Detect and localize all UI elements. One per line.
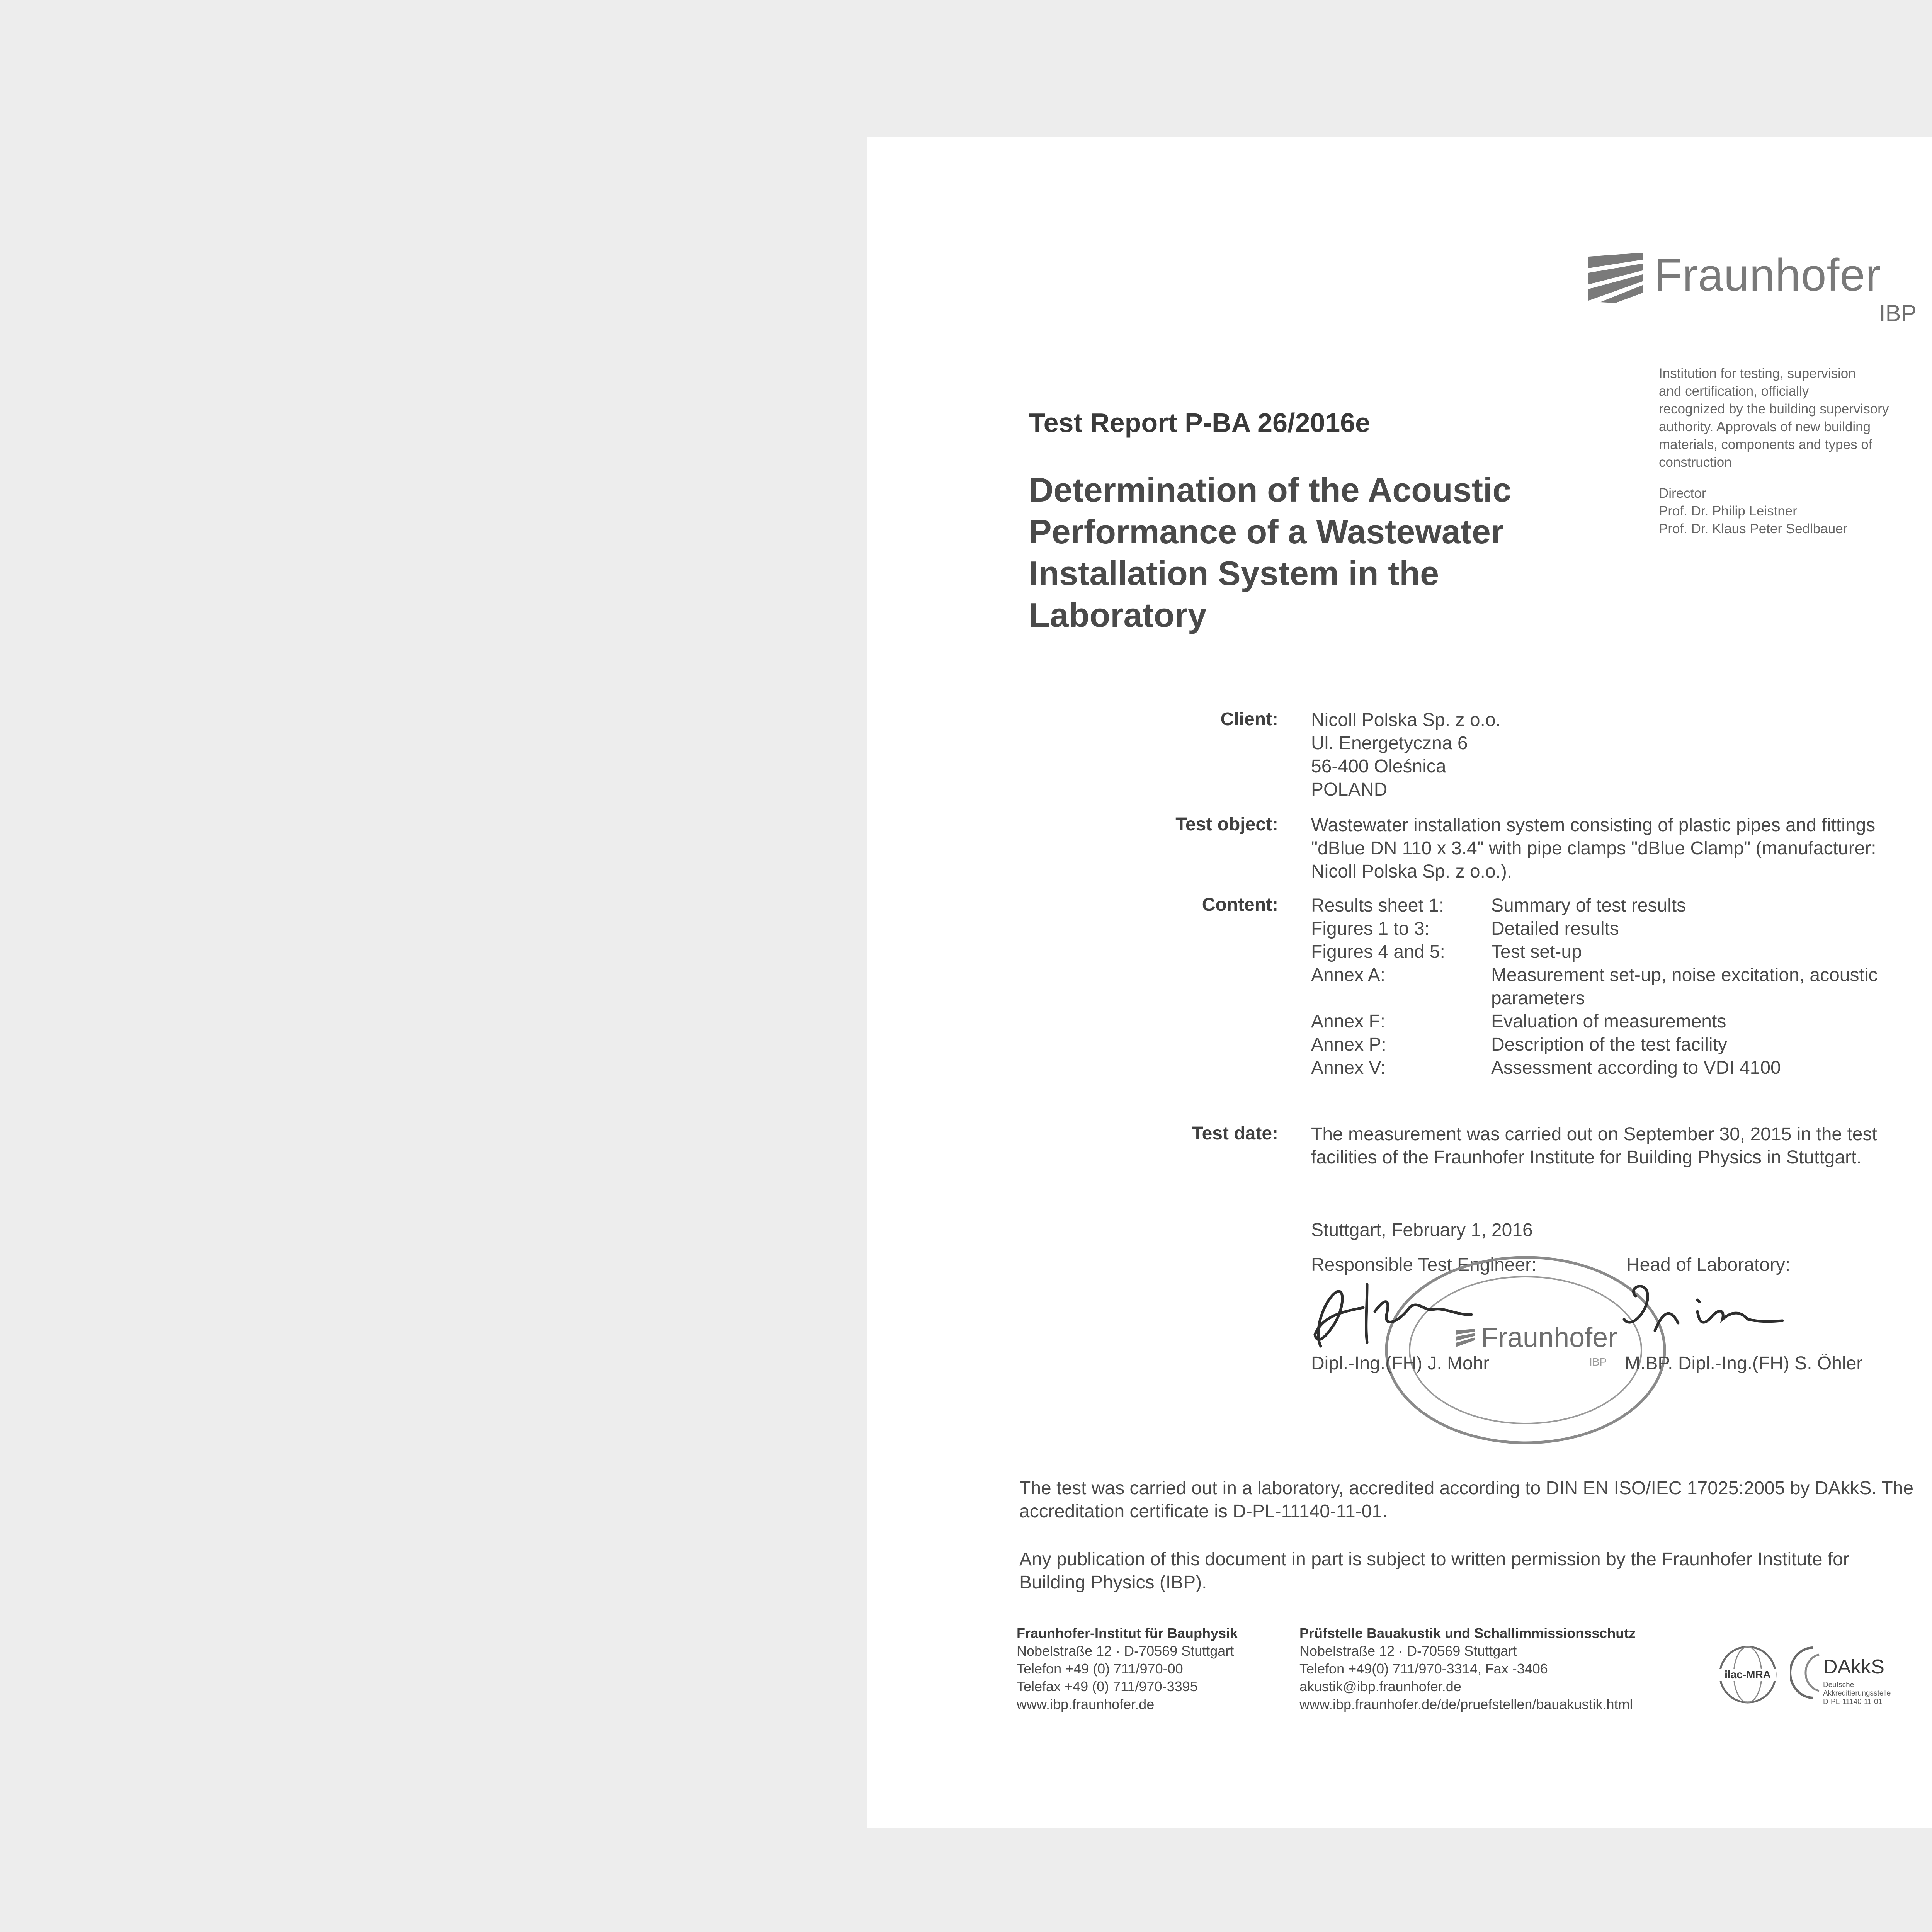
institute-address xyxy=(1017,1624,1238,1713)
title-line: Performance of a Wastewater xyxy=(1029,512,1504,551)
accreditation-note xyxy=(1019,1477,1927,1523)
place-date: Stuttgart, February 1, 2016 xyxy=(1311,1220,1533,1240)
director-name: Prof. Dr. Klaus Peter Sedlbauer xyxy=(1659,521,1848,536)
institution-line: construction xyxy=(1659,455,1732,470)
institution-line: and certification, officially xyxy=(1659,384,1809,399)
title-line: Laboratory xyxy=(1029,596,1207,634)
dakks-label: DAkkS xyxy=(1823,1656,1884,1678)
test-object-line: Wastewater installation system consisting of plastic pipes and fittings xyxy=(1311,815,1876,835)
lab-address-title: Prüfstelle Bauakustik und Schallimmissionsschutz xyxy=(1299,1625,1636,1641)
logo-sub: IBP xyxy=(1879,300,1917,326)
report-title xyxy=(1029,469,1609,636)
dakks-sub-line: Akkreditierungsstelle xyxy=(1823,1689,1891,1697)
institute-address-line: Telefon +49 (0) 711/970-00 xyxy=(1017,1661,1183,1677)
dakks-sub-line: Deutsche xyxy=(1823,1681,1854,1689)
ilac-label: ilac-MRA xyxy=(1725,1668,1771,1680)
client-address xyxy=(1311,709,1501,801)
test-date-line: The measurement was carried out on September 30, 2015 in the test xyxy=(1311,1124,1877,1145)
client-line: Nicoll Polska Sp. z o.o. xyxy=(1311,710,1501,730)
content-desc: Summary of test results xyxy=(1491,895,1686,916)
lab-email[interactable]: akustik@ibp.fraunhofer.de xyxy=(1299,1679,1461,1694)
title-line: Installation System in the xyxy=(1029,554,1439,592)
content-desc: Measurement set-up, noise excitation, acoustic parameters xyxy=(1491,965,1878,1009)
content-label: Content: xyxy=(1202,895,1278,915)
publication-line: Any publication of this document in part is subject to written permission by the Fraunhofer Institute for xyxy=(1019,1549,1849,1570)
accreditation-line: accreditation certificate is D-PL-11140-11-01. xyxy=(1019,1501,1388,1522)
content-item: Annex F: xyxy=(1311,1011,1386,1032)
report-number: Test Report P-BA 26/2016e xyxy=(1029,408,1371,438)
svg-text:IBP: IBP xyxy=(1589,1356,1607,1368)
content-item: Figures 4 and 5: xyxy=(1311,942,1445,962)
institute-address-title: Fraunhofer-Institut für Bauphysik xyxy=(1017,1625,1238,1641)
fraunhofer-logo-icon xyxy=(1588,253,1646,307)
lab-website[interactable]: www.ibp.fraunhofer.de/de/pruefstellen/bauakustik.html xyxy=(1299,1696,1633,1712)
content-item: Figures 1 to 3: xyxy=(1311,918,1430,939)
left-signer-role: Responsible Test Engineer: xyxy=(1311,1255,1537,1275)
institute-address-line: Telefax +49 (0) 711/970-3395 xyxy=(1017,1679,1198,1694)
institution-line: Institution for testing, supervision xyxy=(1659,366,1856,381)
client-line: Ul. Energetyczna 6 xyxy=(1311,733,1468,753)
content-item: Results sheet 1: xyxy=(1311,895,1444,916)
institute-address-line: Nobelstraße 12 · D-70569 Stuttgart xyxy=(1017,1643,1234,1659)
content-desc: Detailed results xyxy=(1491,918,1619,939)
client-label: Client: xyxy=(1220,709,1278,730)
director-name: Prof. Dr. Philip Leistner xyxy=(1659,503,1797,519)
lab-address-line: Telefon +49(0) 711/970-3314, Fax -3406 xyxy=(1299,1661,1548,1677)
institution-line: materials, components and types of xyxy=(1659,437,1872,452)
accreditation-line: The test was carried out in a laboratory, accredited according to DIN EN ISO/IEC 17025:2005 by DAkkS. The xyxy=(1019,1478,1914,1498)
test-object-line: "dBlue DN 110 x 3.4" with pipe clamps "dBlue Clamp" (manufacturer: xyxy=(1311,838,1876,859)
client-line: POLAND xyxy=(1311,779,1388,800)
dakks-arcs-icon xyxy=(1790,1644,1821,1702)
test-date-line: facilities of the Fraunhofer Institute for Building Physics in Stuttgart. xyxy=(1311,1147,1862,1168)
content-item: Annex V: xyxy=(1311,1058,1386,1078)
right-signer-name: M.BP. Dipl.-Ing.(FH) S. Öhler xyxy=(1625,1353,1863,1374)
content-item: Annex P: xyxy=(1311,1034,1386,1055)
institution-info xyxy=(1659,365,1932,538)
content-desc: Assessment according to VDI 4100 xyxy=(1491,1058,1781,1078)
document-page xyxy=(867,137,1932,1828)
right-signer-role: Head of Laboratory: xyxy=(1626,1255,1791,1275)
content-desc: Test set-up xyxy=(1491,942,1582,962)
client-line: 56-400 Oleśnica xyxy=(1311,756,1446,777)
lab-address xyxy=(1299,1624,1636,1713)
test-date-text xyxy=(1311,1123,1877,1169)
test-date-label: Test date: xyxy=(1192,1123,1278,1144)
left-signer-name: Dipl.-Ing.(FH) J. Mohr xyxy=(1311,1353,1490,1374)
logo-name: Fraunhofer xyxy=(1654,250,1881,301)
institution-line: recognized by the building supervisory xyxy=(1659,401,1889,417)
fraunhofer-logo xyxy=(1588,250,1921,330)
title-line: Determination of the Acoustic xyxy=(1029,471,1512,509)
publication-line: Building Physics (IBP). xyxy=(1019,1572,1207,1593)
test-object-text xyxy=(1311,814,1876,883)
content-desc: Description of the test facility xyxy=(1491,1034,1727,1055)
content-desc: Evaluation of measurements xyxy=(1491,1011,1726,1032)
institution-line: authority. Approvals of new building xyxy=(1659,419,1871,434)
ilac-badge xyxy=(1717,1644,1779,1706)
dakks-badge xyxy=(1790,1644,1932,1713)
publication-note xyxy=(1019,1548,1927,1594)
institute-website[interactable]: www.ibp.fraunhofer.de xyxy=(1017,1696,1155,1712)
dakks-sub-line: D-PL-11140-11-01 xyxy=(1823,1698,1883,1706)
dakks-sub xyxy=(1823,1681,1891,1706)
lab-address-line: Nobelstraße 12 · D-70569 Stuttgart xyxy=(1299,1643,1517,1659)
left-signature-icon xyxy=(1309,1269,1479,1358)
right-signature-icon xyxy=(1620,1273,1786,1350)
svg-text:Fraunhofer: Fraunhofer xyxy=(1481,1322,1617,1353)
director-label: Director xyxy=(1659,486,1706,501)
test-object-line: Nicoll Polska Sp. z o.o.). xyxy=(1311,861,1512,882)
content-item: Annex A: xyxy=(1311,965,1386,985)
test-object-label: Test object: xyxy=(1175,814,1278,835)
